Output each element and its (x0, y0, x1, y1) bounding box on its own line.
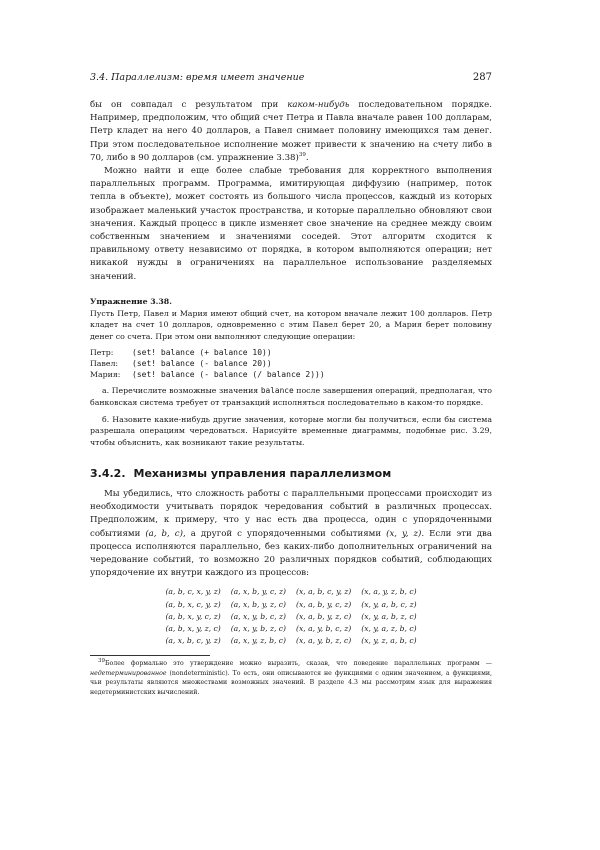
exercise-intro: Пусть Петр, Павел и Мария имеют общий счет, на котором вначале лежит 100 долларов. Петр кладет на счет 10 долларов, одновременно с этим Павел берет 20, а Мария берет половину денег со счета. При этом они выполняют следующие операции: (90, 308, 492, 342)
paragraph-1 (90, 99, 492, 165)
paragraph-1-emphasis: каком-нибудь (287, 100, 350, 110)
ordering-cell: (x, a, y, z, b, c) (361, 587, 417, 597)
ordering-cell: (x, y, a, z, b, c) (361, 624, 417, 634)
ordering-cell: (a, x, b, c, y, z) (165, 636, 221, 646)
paragraph-1-text-c: . (305, 152, 309, 163)
footnote (90, 659, 492, 697)
section-text-a: Мы убедились, что сложность работы с параллельными процессами происходит из необходимости учитывать порядок чередования событий в различных процессах. Предположим, к примеру, что у нас есть два процесса, один с упорядоченными событиями (90, 489, 492, 539)
table-row (160, 611, 421, 623)
operations-listing (90, 347, 492, 380)
ordering-cell: (a, b, x, y, c, z) (165, 611, 221, 621)
section-text-c: . Если эти два процесса исполняются параллельно, без каких-либо дополнительных ограничений на чередование событий, то возможно 20 различных порядков событий, соблюдающих упорядочение их внутри каждого из процессов: (90, 528, 492, 579)
sequence-xyz: (x, y, z) (386, 528, 422, 539)
ordering-cell: (a, b, x, c, y, z) (165, 599, 221, 609)
ordering-cell: (a, x, b, y, z, c) (230, 599, 286, 609)
exercise-3-38 (90, 296, 492, 449)
paragraph-1-text-a: бы он совпадал с результатом при (90, 100, 288, 110)
table-row (160, 623, 421, 635)
task-a-code: balance (260, 386, 294, 396)
page-number: 287 (472, 72, 492, 83)
exercise-task-a (90, 385, 492, 409)
ordering-cell: (a, x, y, b, c, z) (230, 611, 286, 621)
ordering-cell: (x, a, y, b, z, c) (296, 636, 352, 646)
ordering-cell: (a, x, y, b, z, c) (230, 624, 286, 634)
ordering-cell: (x, a, b, c, y, z) (296, 587, 352, 597)
operation-actor: Петр: (90, 348, 114, 358)
operation-expression: (set! balance (- balance (/ balance 2))) (132, 370, 325, 380)
ordering-cell: (x, y, a, b, z, c) (361, 611, 417, 621)
ordering-cell: (x, a, b, y, c, z) (296, 599, 352, 609)
footnote-text-b: (nondeterministic). То есть, они описываются не функциями с одним значением, а функциями, чьи результаты являются множествами возможных значений. В разделе 4.3 мы рассмотрим язык для выражения недетерминистских вычислений. (90, 669, 492, 696)
exercise-task-b: б. Назовите какие-нибудь другие значения, которые могли бы получиться, если бы система разрешала операциям чередоваться. Нарисуйте временные диаграммы, подобные рис. 3.29, чтобы объяснить, как возникают такие результаты. (90, 414, 492, 448)
task-a-text-1: а. Перечислите возможные значения (102, 386, 261, 396)
footnote-reference[interactable]: 39 (298, 151, 306, 158)
exercise-title: Упражнение 3.38. (90, 296, 172, 306)
running-title: 3.4. Параллелизм: время имеет значение (90, 72, 305, 83)
section-title: Механизмы управления параллелизмом (133, 467, 392, 481)
task-a-text-2: после завершения операций, предполагая, что банковская система требует от транзакций исполняться последовательно в каком-то порядке. (90, 386, 492, 407)
ordering-cell: (x, y, z, a, b, c) (361, 636, 417, 646)
orderings-table (160, 586, 421, 647)
table-row (160, 599, 421, 611)
operation-actor: Мария: (90, 370, 121, 380)
sequence-abc: (a, b, c) (145, 528, 183, 539)
table-row (160, 635, 421, 647)
ordering-cell: (x, a, b, y, z, c) (296, 611, 352, 621)
section-paragraph (90, 488, 492, 580)
section-heading (90, 467, 492, 480)
ordering-cell: (x, a, y, b, c, z) (296, 624, 352, 634)
ordering-cell: (a, b, x, y, z, c) (165, 624, 221, 634)
operation-actor: Павел: (90, 359, 119, 369)
section-number: 3.4.2. (90, 467, 126, 481)
ordering-cell: (a, b, c, x, y, z) (165, 587, 221, 597)
section-text-b: , а другой с упорядоченными событиями (182, 528, 387, 539)
operation-expression: (set! balance (- balance 20)) (132, 359, 272, 369)
footnote-text-a: Более формально это утверждение можно выразить, сказав, что поведение параллельных программ — (105, 660, 492, 668)
footnote-emphasis: недетерминированное (90, 669, 167, 677)
footnote-number: 39 (98, 658, 105, 665)
running-head (90, 72, 492, 83)
operation-expression: (set! balance (+ balance 10)) (132, 348, 272, 358)
ordering-cell: (x, y, a, b, c, z) (361, 599, 417, 609)
ordering-cell: (a, x, b, y, c, z) (230, 587, 286, 597)
footnote-divider (90, 655, 210, 656)
book-page (90, 72, 492, 703)
paragraph-2: Можно найти и еще более слабые требования для корректного выполнения параллельных программ. Программа, имитирующая диффузию (например, поток тепла в объекте), может состоять из большого числа процессов, каждый из которых изображает маленький участок пространства, и которые параллельно обновляют свои значения. Каждый процесс в цикле изменяет свое значение на среднее между своим собственным значением и значениями соседей. Этот алгоритм сходится к правильному ответу независимо от порядка, в котором выполняются операции; нет никакой нужды в ограничениях на параллельное использование разделяемых значений. (90, 166, 492, 282)
table-row (160, 586, 421, 598)
paragraph-1-text-b: последовательном порядке. Например, предположим, что общий счет Петра и Павла вначале равен 100 долларам, Петр кладет на него 40 долларов, а Павел снимает половину имеющихся там денег. При этом последовательное исполнение может привести к значению на счету либо в 70, либо в 90 долларов (см. упражнение 3.38) (90, 100, 492, 163)
ordering-cell: (a, x, y, z, b, c) (230, 636, 286, 646)
